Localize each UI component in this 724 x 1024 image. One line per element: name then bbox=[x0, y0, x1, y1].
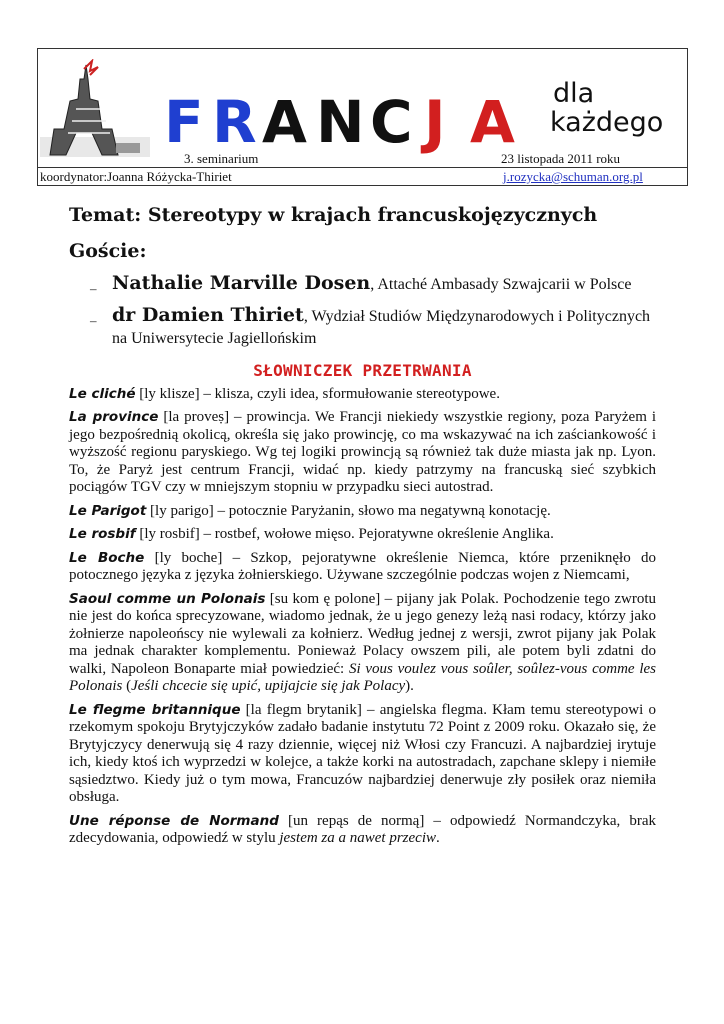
title-letter: J bbox=[424, 88, 446, 156]
guest-description: , Attaché Ambasady Szwajcarii w Polsce bbox=[370, 276, 632, 293]
glossary-definition: [su kom ę polone] – pijany jak Polak. Pochodzenie tego zwrotu nie jest do końca sprecyzowane, wiadomo jednak, że u jego genezy leżą nasi rodacy, którzy jako żołnierze napoleońscy nie wylewali za kołnierz. Według jednej z wersji, zwrot pijany jak Polak ma jednak charakter komplementu. Ponieważ Polacy owszem pili, ale potem byli zdatni do walki, Napoleon Bonaparte miał powiedzieć: bbox=[69, 590, 656, 677]
glossary-title: SŁOWNICZEK PRZETRWANIA bbox=[253, 361, 472, 380]
quote-separator: ( bbox=[122, 678, 132, 694]
guest-item bbox=[69, 274, 656, 296]
bullet-dash: – bbox=[90, 313, 97, 328]
glossary-entry bbox=[69, 813, 656, 848]
glossary-term: Le Parigot bbox=[69, 502, 147, 519]
title-letter: A bbox=[262, 88, 307, 156]
glossary-entry bbox=[69, 526, 656, 544]
glossary-term: Le Boche bbox=[69, 549, 145, 566]
title-letter: F bbox=[164, 88, 204, 156]
bullet-dash: – bbox=[90, 281, 97, 296]
glossary-definition: [ly klisze] – klisza, czyli idea, sformułowanie stereotypowe. bbox=[135, 385, 500, 402]
coordinator: koordynator:Joanna Różycka-Thiriet bbox=[40, 169, 232, 184]
glossary-term: Le cliché bbox=[69, 385, 136, 402]
guest-description: , Wydział Studiów Międzynarodowych i Politycznych na Uniwersytecie Jagiellońskim bbox=[112, 308, 651, 347]
glossary-entry bbox=[69, 409, 656, 497]
glossary-entry bbox=[69, 702, 656, 807]
coordinator-email-link[interactable]: j.rozycka@schuman.org.pl bbox=[503, 169, 643, 184]
french-quote: Si vous voulez vous soûler, soûlez-vous comme les Polonais bbox=[69, 660, 656, 694]
topic-heading: Temat: Stereotypy w krajach francuskojęzycznych bbox=[69, 204, 598, 226]
eiffel-tower-logo bbox=[40, 59, 150, 157]
guest-name: Nathalie Marville Dosen bbox=[112, 272, 371, 294]
seminar-date: 23 listopada 2011 roku bbox=[501, 151, 621, 166]
title-letter: N bbox=[316, 88, 365, 156]
guests-heading: Goście: bbox=[69, 240, 147, 262]
glossary-entry bbox=[69, 591, 656, 696]
glossary-term: Une réponse de Normand bbox=[69, 812, 279, 829]
italic-phrase: jestem za a nawet przeciw bbox=[279, 830, 437, 846]
title-letter: A bbox=[470, 88, 515, 156]
logo-subtitle-kazdego: każdego bbox=[550, 107, 664, 138]
glossary-definition: [ly boche] – Szkop, pejoratywne określenie Niemca, które przeniknęło do potocznego języka z języka żołnierskiego. Używane szczególnie podczas wojen z Niemcami, bbox=[69, 549, 656, 583]
title-letter: R bbox=[212, 88, 257, 156]
glossary-entry bbox=[69, 550, 656, 585]
glossary-term: Saoul comme un Polonais bbox=[69, 590, 266, 607]
logo-subtitle-dla: dla bbox=[553, 78, 595, 109]
title-letter: C bbox=[370, 88, 413, 156]
glossary-definition: [un repąs de normą] – odpowiedź Normandczyka, brak zdecydowania, odpowiedź w stylu bbox=[69, 812, 656, 846]
quote-end: ). bbox=[405, 678, 414, 694]
glossary-term: Le flegme britannique bbox=[69, 701, 241, 718]
polish-quote: Jeśli chcecie się upić, upijajcie się jak Polacy bbox=[131, 678, 406, 694]
phrase-end: . bbox=[436, 830, 440, 846]
glossary-definition: [la flegm brytanik] – angielska flegma. Kłam temu stereotypowi o rzekomym spokoju Brytyjczyków zadało badanie instytutu 72 Point z 2009 roku. Okazało się, że Brytyjczycy denerwują się 4 razy dziennie, więcej niż Włosi czy Francuzi. A najbardziej irytuje ich, kiedy ktoś ich wyprzedzi w kolejce, a także korki na autostradach, zapchane sklepy i niemiłe sąsiedztwo. Kiedy już o tym mowa, Francuzów najbardziej denerwuje zły posiłek oraz niemiła obsługa. bbox=[69, 701, 656, 805]
header-divider bbox=[38, 167, 687, 168]
glossary-definition: [ly parigo] – potocznie Paryżanin, słowo ma negatywną konotację. bbox=[146, 502, 551, 519]
glossary-definition: [la proveṣ] – prowincja. We Francji niekiedy wszystkie regiony, poza Paryżem i jego bezpośrednią okolicą, określa się jako prowincję, co ma wskazywać na ich zaściankowość i wyższość regionu paryskiego. Wg tej logiki prowincją są również tak duże miasta jak np. Lyon. To, że Paryż jest centrum Francji, widać np. kiedy patrzymy na francuską sieć szybkich pociągów TGV czy w mniejszym stopniu w przypadku sieci autostrad. bbox=[69, 409, 656, 495]
main-content bbox=[69, 202, 656, 854]
guest-item bbox=[69, 306, 656, 350]
glossary-entry bbox=[69, 503, 656, 521]
glossary-term: La province bbox=[69, 409, 159, 425]
header-box bbox=[37, 48, 688, 186]
guest-name: dr Damien Thiriet bbox=[112, 304, 304, 326]
glossary-term: Le rosbif bbox=[69, 526, 136, 542]
seminar-number: 3. seminarium bbox=[184, 151, 259, 166]
glossary-entry bbox=[69, 386, 656, 404]
glossary-definition: [ly rosbif] – rostbef, wołowe mięso. Pejoratywne określenie Anglika. bbox=[135, 526, 554, 542]
